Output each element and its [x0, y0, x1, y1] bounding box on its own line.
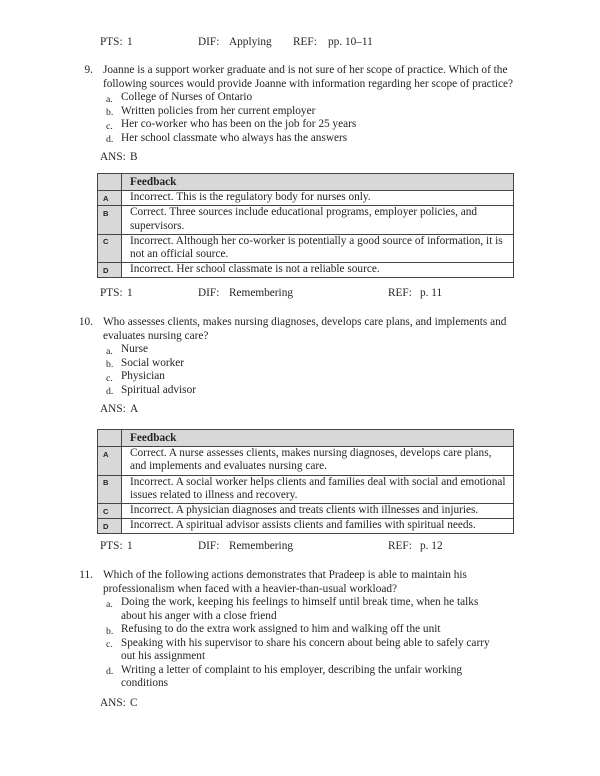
feedback-row: [98, 475, 514, 503]
feedback-table-q9: [97, 173, 514, 278]
feedback-row: [98, 519, 514, 534]
pts-value: 1: [127, 540, 133, 552]
option-text: Nurse: [121, 343, 148, 355]
option-text: Spiritual advisor: [121, 383, 196, 396]
question-number: 9.: [84, 64, 93, 76]
pts-value: 1: [127, 36, 133, 48]
answer-option: [106, 91, 506, 105]
ans-value: B: [130, 151, 138, 163]
option-letter: d.: [106, 666, 114, 677]
feedback-text-cell: Incorrect. Her school classmate is not a reliable source.: [122, 263, 514, 278]
feedback-letter-cell: C: [98, 504, 122, 519]
option-text: Writing a letter of complaint to his employer, describing the unfair working conditions: [121, 663, 463, 689]
feedback-letter-cell: B: [98, 206, 122, 234]
option-letter: b.: [106, 625, 114, 637]
option-text: Physician: [121, 370, 165, 382]
option-letter: d.: [106, 386, 114, 397]
ref-value: p. 12: [420, 540, 443, 552]
ref-label: REF:: [293, 36, 317, 48]
option-text: Speaking with his supervisor to share his concern about being able to safely carry out his assignment: [121, 636, 490, 662]
feedback-text-cell: Incorrect. This is the regulatory body for nurses only.: [122, 191, 514, 206]
answer-option: [106, 623, 506, 637]
pts-label: PTS:: [100, 287, 123, 299]
ref-label: REF:: [388, 540, 412, 552]
feedback-header: Feedback: [122, 430, 514, 447]
feedback-row: [98, 263, 514, 278]
feedback-letter-cell: A: [98, 447, 122, 475]
answer-option: [106, 356, 506, 371]
feedback-letter-cell: C: [98, 234, 122, 262]
feedback-corner-cell: [98, 430, 122, 447]
answer-option: [106, 383, 506, 398]
pts-value: 1: [127, 287, 133, 299]
feedback-row: [98, 234, 514, 262]
dif-label: DIF:: [198, 36, 220, 48]
pts-label: PTS:: [100, 540, 123, 552]
question-number: 11.: [79, 569, 93, 581]
feedback-letter-cell: D: [98, 263, 122, 278]
ref-label: REF:: [388, 287, 412, 299]
answer-option: [106, 104, 506, 119]
feedback-text-cell: Correct. A nurse assesses clients, makes nursing diagnoses, develops care plans, and implements and evaluates nursing care.: [122, 447, 514, 475]
option-text: College of Nurses of Ontario: [121, 91, 253, 103]
answer-option: [106, 131, 506, 146]
answer-option: [106, 370, 506, 384]
option-letter: a.: [106, 93, 113, 105]
option-letter: c.: [106, 120, 113, 132]
option-text: Written policies from her current employer: [121, 104, 316, 117]
option-letter: c.: [106, 639, 113, 650]
ref-value: p. 11: [420, 287, 443, 299]
option-text: Refusing to do the extra work assigned to him and walking off the unit: [121, 623, 441, 635]
answer-line: [100, 403, 600, 417]
feedback-header: Feedback: [122, 174, 514, 191]
option-letter: a.: [106, 345, 113, 357]
feedback-letter-cell: A: [98, 191, 122, 206]
feedback-text-cell: Incorrect. A spiritual advisor assists clients and families with spiritual needs.: [122, 519, 514, 534]
dif-value: Applying: [229, 36, 272, 48]
feedback-row: [98, 447, 514, 475]
feedback-letter-cell: B: [98, 475, 122, 503]
answer-option: [106, 118, 506, 132]
answer-line: [100, 151, 600, 165]
feedback-row: [98, 191, 514, 206]
option-text: Social worker: [121, 356, 185, 369]
answer-option: [106, 343, 506, 357]
feedback-table-q10: [97, 429, 514, 534]
feedback-text-cell: Incorrect. Although her co-worker is potentially a good source of information, it is not an official source.: [122, 234, 514, 262]
ans-label: ANS:: [100, 696, 126, 709]
ans-value: C: [130, 696, 138, 709]
question-text: Who assesses clients, makes nursing diagnoses, develops care plans, and implements and evaluates nursing care?: [103, 316, 507, 342]
dif-label: DIF:: [198, 540, 220, 552]
answer-option: [106, 663, 506, 691]
feedback-row: [98, 504, 514, 519]
option-text: Her co-worker who has been on the job for 25 years: [121, 118, 357, 130]
ans-value: A: [130, 403, 139, 415]
answer-option: [106, 596, 506, 623]
question-meta-line: [0, 36, 600, 50]
feedback-text-cell: Incorrect. A physician diagnoses and treats clients with illnesses and injuries.: [122, 504, 514, 519]
dif-value: Remembering: [229, 287, 293, 299]
option-letter: d.: [106, 134, 114, 145]
option-text: Doing the work, keeping his feelings to himself until break time, when he talks about his anger with a close friend: [121, 596, 479, 622]
answer-line: [100, 697, 600, 711]
feedback-header-row: [98, 174, 514, 191]
question-10: [0, 316, 600, 417]
option-letter: b.: [106, 359, 114, 370]
pts-label: PTS:: [100, 36, 123, 48]
answer-option: [106, 636, 506, 664]
ans-label: ANS:: [100, 403, 126, 415]
option-letter: b.: [106, 107, 114, 118]
ans-label: ANS:: [100, 151, 126, 163]
question-text: Which of the following actions demonstrates that Pradeep is able to maintain his professionalism when faced with a heavier-than-usual workload?: [103, 569, 467, 595]
option-letter: c.: [106, 372, 113, 384]
question-number: 10.: [78, 316, 93, 328]
ref-value: pp. 10–11: [328, 36, 373, 48]
option-letter: a.: [106, 598, 113, 610]
feedback-row: [98, 206, 514, 234]
feedback-text-cell: Correct. Three sources include educational programs, employer policies, and supervisors.: [122, 206, 514, 234]
feedback-text-cell: Incorrect. A social worker helps clients and families deal with social and emotional issues related to illness and recovery.: [122, 475, 514, 503]
feedback-corner-cell: [98, 174, 122, 191]
question-meta-line: [0, 540, 600, 554]
question-9: [0, 64, 600, 165]
question-11: [0, 569, 600, 710]
feedback-letter-cell: D: [98, 519, 122, 534]
dif-value: Remembering: [229, 540, 293, 552]
question-meta-line: [0, 287, 600, 301]
question-text: Joanne is a support worker graduate and is not sure of her scope of practice. Which of the following sources would provide Joanne with information regarding her scope of practice?: [103, 64, 514, 90]
option-text: Her school classmate who always has the answers: [121, 131, 348, 144]
feedback-header-row: [98, 430, 514, 447]
dif-label: DIF:: [198, 287, 220, 299]
